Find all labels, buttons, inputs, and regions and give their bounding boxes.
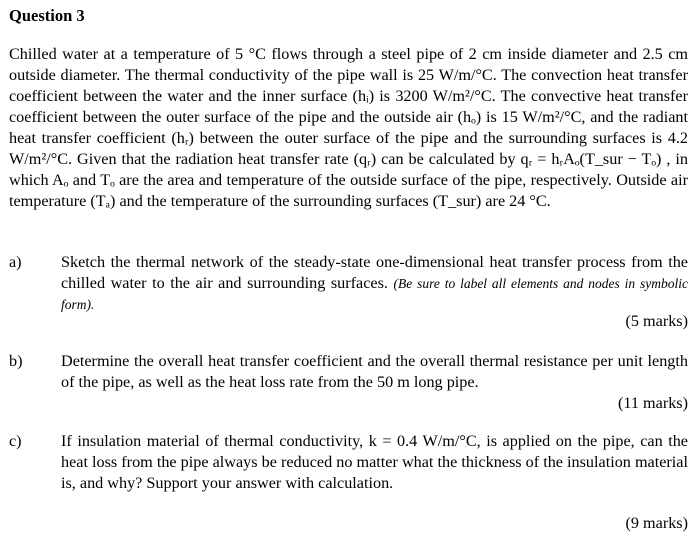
- part-a-marks: (5 marks): [625, 312, 688, 330]
- question-part-a: [9, 252, 688, 315]
- part-a-label: a): [9, 253, 22, 271]
- part-c-label: c): [9, 432, 22, 450]
- part-a-note: (Be sure to label all elements and nodes in symbolic form).: [61, 276, 688, 312]
- part-b-text: Determine the overall heat transfer coefficient and the overall thermal resistance per unit length of the pipe, as well as the heat loss rate from the 50 m long pipe.: [61, 352, 688, 391]
- part-b-marks: (11 marks): [618, 394, 688, 412]
- problem-statement: Chilled water at a temperature of 5 °C flows through a steel pipe of 2 cm inside diameter and 2.5 cm outside diameter. The thermal conductivity of the pipe wall is 25 W/m/°C. The convection heat transfer coefficient between the water and the inner surface (hᵢ) is 3200 W/m²/°C. The convective heat transfer coefficient between the outer surface of the pipe and the outside air (hₒ) is 15 W/m²/°C, and the radiant heat transfer coefficient (hᵣ) between the outer surface of the pipe and the surrounding surfaces is 4.2 W/m²/°C. Given that the radiation heat transfer rate (qᵣ) can be calculated by qᵣ = hᵣAₒ(T_sur − Tₒ) , in which Aₒ and Tₒ are the area and temperature of the outside surface of the pipe, respectively. Outside air temperature (Tₐ) and the temperature of the surrounding surfaces (T_sur) are 24 °C.: [9, 45, 688, 210]
- part-a-text: [61, 252, 688, 315]
- question-heading: Question 3: [9, 6, 85, 25]
- part-b-label: b): [9, 352, 23, 370]
- question-part-c: [9, 431, 688, 494]
- part-c-text: If insulation material of thermal conductivity, k = 0.4 W/m/°C, is applied on the pipe, can the heat loss from the pipe always be reduced no matter what the thickness of the insulation material is, and why? Support your answer with calculation.: [61, 432, 688, 492]
- question-part-b: [9, 351, 688, 393]
- part-c-marks: (9 marks): [625, 514, 688, 532]
- part-a-body: Sketch the thermal network of the steady-state one-dimensional heat transfer process from the chilled water to the air and surrounding surfaces.: [61, 253, 688, 292]
